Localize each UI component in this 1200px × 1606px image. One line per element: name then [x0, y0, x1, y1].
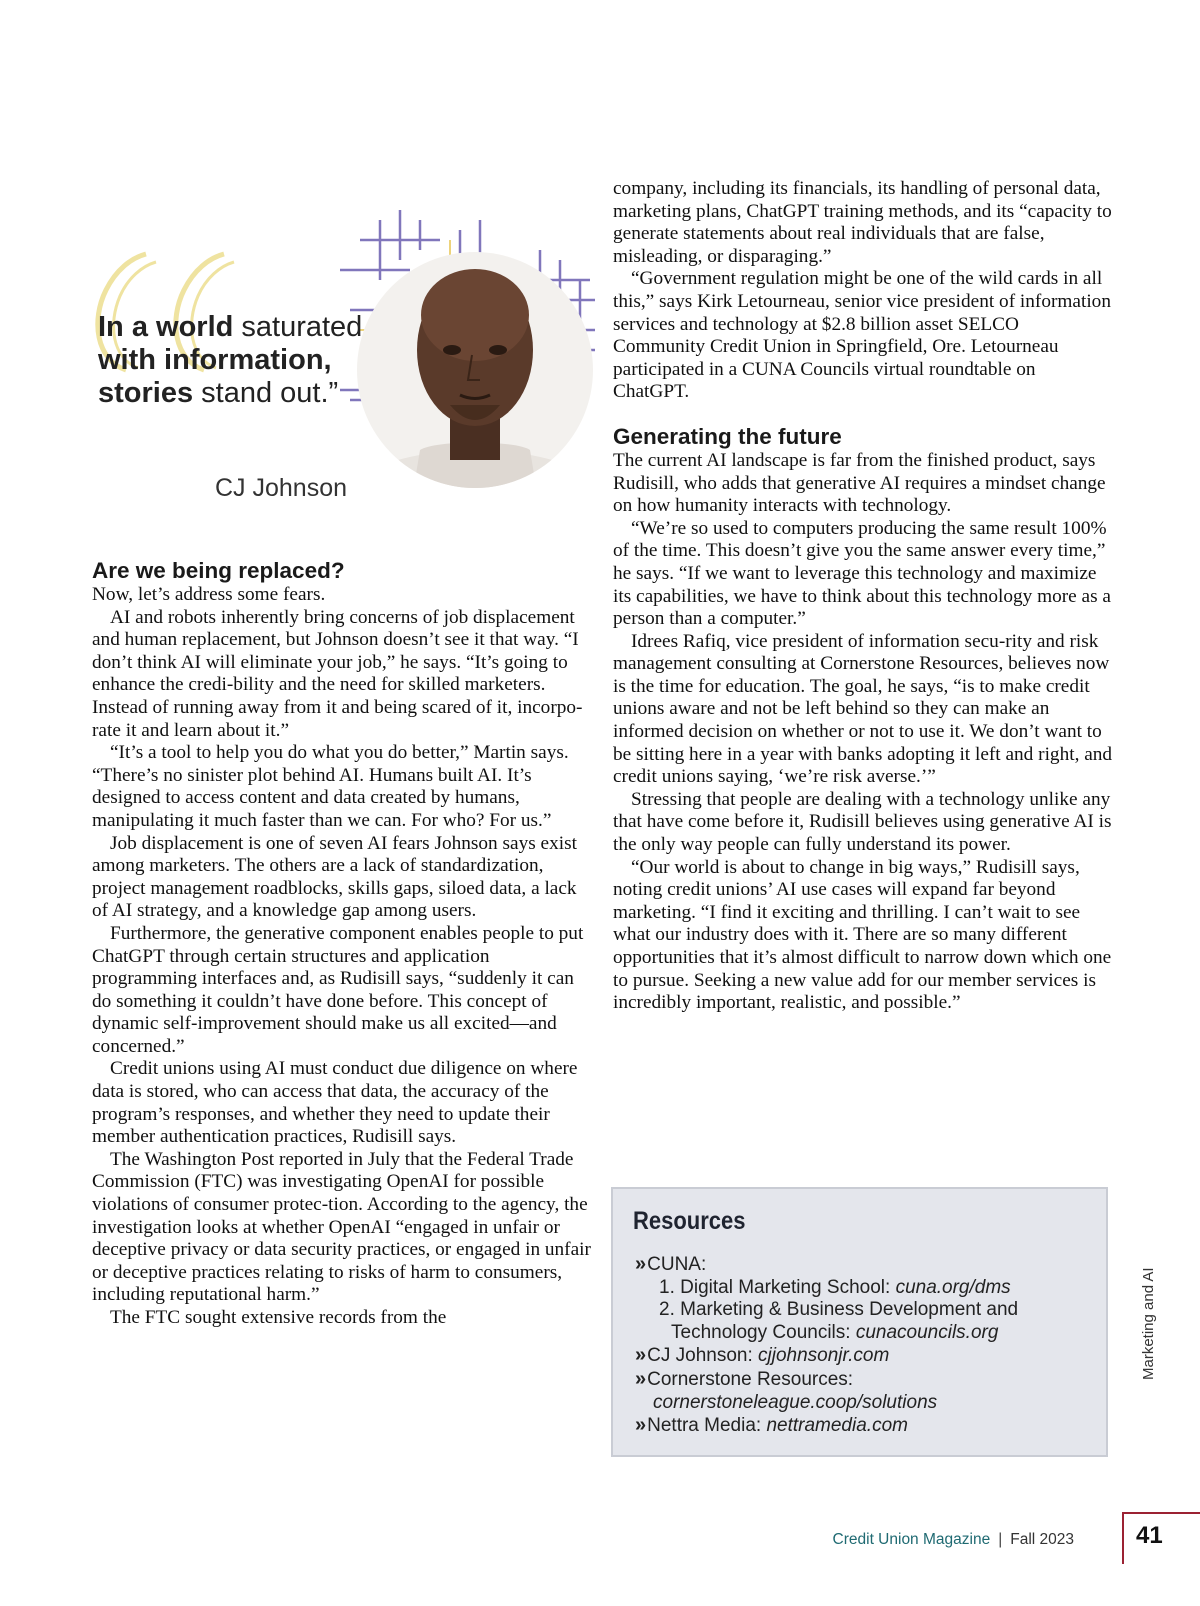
- footer-separator: |: [998, 1531, 1003, 1548]
- paragraph: “Our world is about to change in big ways,” Rudisill says, noting credit unions’ AI use cases will expand far beyond marketing. “I find it exciting and thrilling. I can’t wait to see what our industry does with it. There are so many different opportunities that it’s almost difficult to narrow down which one to pursue. Seeking a new value add for our member services is incredibly important, realistic, and possible.”: [613, 856, 1112, 1014]
- magazine-name: Credit Union Magazine: [832, 1531, 991, 1548]
- paragraph: Job displacement is one of seven AI fears Johnson says exist among marketers. The others are a lack of standardization, project management roadblocks, skills gaps, siloed data, a lack of AI strategy, and a knowledge gap among users.: [92, 832, 577, 922]
- list-item: [635, 1322, 1105, 1345]
- list-item: [635, 1299, 1105, 1322]
- list-item: [635, 1392, 1105, 1415]
- chevron-bullet-icon: »: [635, 1344, 644, 1367]
- paragraph: The current AI landscape is far from the finished product, says Rudisill, who adds that generative AI requires a mindset change on how humanity interacts with technology.: [613, 449, 1106, 517]
- section-heading: Generating the future: [613, 423, 842, 449]
- left-column: [92, 558, 592, 1330]
- resource-label: Technology Councils:: [671, 1321, 856, 1343]
- resource-link[interactable]: cjjohnsonjr.com: [758, 1345, 890, 1367]
- paragraph: Furthermore, the generative component enables people to put ChatGPT through certain structures and application programming interfaces and, as Rudisill says, “suddenly it can do something it couldn’t have done before. This concept of dynamic self-improvement should make us all excited—and concerned.”: [92, 922, 584, 1057]
- pull-quote-bold: stories: [98, 377, 194, 409]
- paragraph: The FTC sought extensive records from the: [110, 1307, 447, 1328]
- paragraph: AI and robots inherently bring concerns of job displacement and human replacement, but Johnson doesn’t see it that way. “I don’t think AI will eliminate your job,” he says. “It’s going to enhance the credi-bility and the need for skilled marketers. Instead of running away from it and being scared of it, incorpo-rate it and learn about it.”: [92, 606, 583, 741]
- list-item: [635, 1344, 1105, 1368]
- chevron-bullet-icon: »: [635, 1367, 644, 1390]
- paragraph: “Government regulation might be one of the wild cards in all this,” says Kirk Letourneau, senior vice president of information services and technology at $2.8 billion asset SELCO Community Credit Union in Springfield, Ore. Letourneau participated in a CUNA Councils virtual roundtable on ChatGPT.: [613, 268, 1111, 403]
- resource-link[interactable]: nettramedia.com: [766, 1415, 908, 1437]
- pull-quote-light: stand out.”: [193, 377, 339, 409]
- pull-quote-bold: with information,: [98, 344, 332, 376]
- pull-quote: [98, 311, 398, 410]
- paragraph: company, including its financials, its handling of personal data, marketing plans, ChatGPT training methods, and its “capacity to generate statements about real individuals that are false, misleading, or disparaging.”: [613, 178, 1112, 267]
- issue-season: Fall 2023: [1010, 1531, 1074, 1548]
- list-item: [635, 1414, 1105, 1438]
- pull-quote-light: saturated: [233, 311, 363, 343]
- list-item: [635, 1253, 1105, 1277]
- section-heading: Are we being replaced?: [92, 558, 345, 583]
- list-item: [635, 1368, 1105, 1392]
- paragraph: Idrees Rafiq, vice president of information secu-rity and risk management consulting at Cornerstone Resources, believes now is the time for education. The goal, he says, “is to make credit unions aware and not be left behind so they can make an informed decision on whether or not to use it. We don’t want to be sitting here in a year with banks adopting it left and right, and credit unions saying, ‘we’re risk averse.’”: [613, 630, 1113, 788]
- page-number: 41: [1136, 1522, 1163, 1549]
- resource-link[interactable]: cunacouncils.org: [855, 1321, 999, 1343]
- resource-link[interactable]: cornerstoneleague.coop/solutions: [653, 1391, 938, 1413]
- resource-label: Cornerstone Resources:: [647, 1368, 854, 1390]
- paragraph: “It’s a tool to help you do what you do better,” Martin says. “There’s no sinister plot behind AI. Humans built AI. It’s designed to access content and data created by humans, manipulating it much faster than we can. For who? For us.”: [92, 742, 569, 831]
- resource-link[interactable]: cuna.org/dms: [895, 1276, 1011, 1298]
- list-item: [635, 1277, 1105, 1300]
- resource-label: 2. Marketing & Business Development and: [659, 1299, 1019, 1321]
- resources-box: [611, 1187, 1108, 1457]
- paragraph: “We’re so used to computers producing the same result 100% of the time. This doesn’t give you the same answer every time,” he says. “If we want to leverage this technology and maximize its capabilities, we have to think about this technology more as a person than a computer.”: [613, 517, 1111, 630]
- chevron-bullet-icon: »: [635, 1253, 644, 1275]
- resource-label: CUNA:: [647, 1254, 707, 1275]
- resource-label: 1. Digital Marketing School:: [659, 1276, 896, 1298]
- resources-list: [635, 1253, 1105, 1438]
- chevron-bullet-icon: »: [635, 1414, 644, 1437]
- pull-quote-bold: In a world: [98, 311, 234, 343]
- resource-label: CJ Johnson:: [647, 1345, 759, 1367]
- footer-magazine: [833, 1531, 1074, 1549]
- quote-author: CJ Johnson: [215, 474, 348, 502]
- right-column: [613, 178, 1113, 1015]
- paragraph: Now, let’s address some fears.: [92, 584, 326, 605]
- resources-title: Resources: [633, 1207, 746, 1235]
- paragraph: The Washington Post reported in July that the Federal Trade Commission (FTC) was investigating OpenAI for possible violations of consumer protec-tion. According to the agency, the investigation looks at whether OpenAI “engaged in unfair or deceptive privacy or data security practices, or engaged in unfair or deceptive practices relating to risks of harm to consumers, including reputational harm.”: [92, 1148, 591, 1306]
- paragraph: Stressing that people are dealing with a technology unlike any that have come before it, Rudisill believes using generative AI is the only way people can fully understand its power.: [613, 788, 1112, 856]
- paragraph: Credit unions using AI must conduct due diligence on where data is stored, who can access that data, the accuracy of the program’s responses, and whether they need to update their member authentication practices, Rudisill says.: [92, 1058, 578, 1148]
- resource-label: Nettra Media:: [647, 1415, 767, 1437]
- section-side-label: Marketing and AI: [1140, 1267, 1157, 1380]
